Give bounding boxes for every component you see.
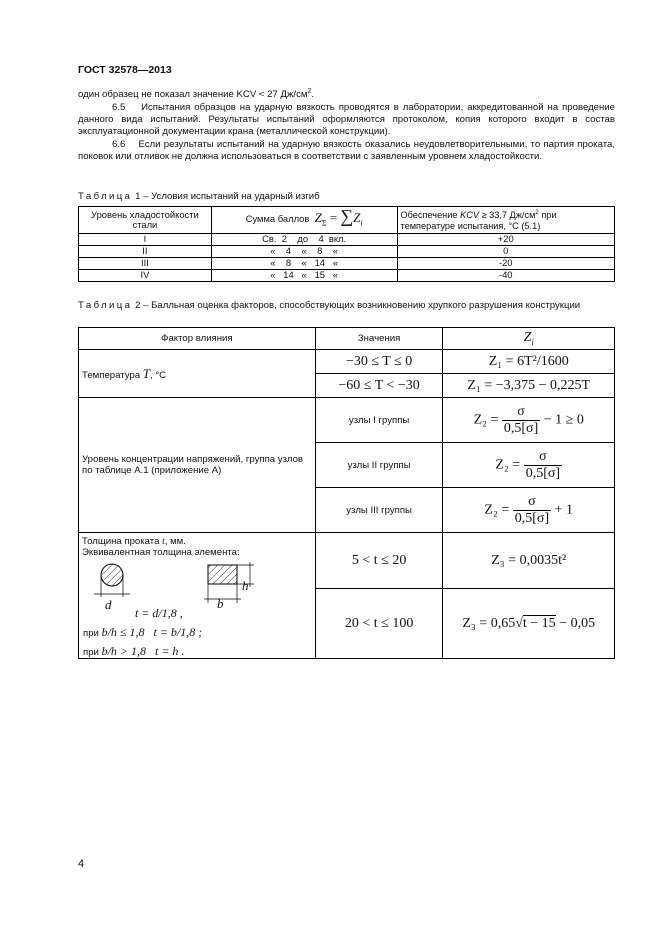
denominator: 0,5[σ] [525,465,561,481]
thickness-cell [79,533,316,659]
f-left: Z₂ = [473,412,499,428]
table-row [79,270,615,282]
table1-head-sum [211,207,397,234]
label-d: d [105,597,112,612]
table2-caption [78,300,615,312]
numerator: σ [502,404,540,421]
row-sum: Св. 2 до 4 вкл. [211,234,397,246]
numerator: σ [524,449,562,466]
table2-head-factor: Фактор влияния [79,328,316,350]
paragraph-6-6 [78,139,615,164]
numerator: σ [513,494,551,511]
kcv-text-c: ≥ 33,7 Дж/см [481,210,536,221]
table-row [79,234,615,246]
kcv-sup: 2 [535,210,539,217]
row-temp: +20 [397,234,615,246]
thickness-line2: Эквивалентная толщина элемента: [82,547,240,558]
body-text [78,86,615,164]
z-symbol: Z [314,209,322,225]
f-right: + 1 [554,502,574,518]
intro-line [78,86,615,102]
group-label: узлы III группы [315,488,443,533]
intro-text: один образец не показал значение KCV < 27 Дж/см [78,89,308,101]
temp-unit: , °С [150,369,167,381]
fraction [502,404,540,437]
sqrt-sign: √ [515,615,523,631]
row-level: I [79,234,212,246]
paragraph-text: Если результаты испытаний на ударную вязкость оказались неудовлетворительными, то партия проката, поковок или отливок не должна использоваться в соответствии с заявленным уровнем хладостойкости. [78,138,615,163]
temp-formula: Z₁ = 6T²/1600 [443,350,615,374]
row-temp: -40 [397,270,615,282]
thickness-range: 20 < t ≤ 100 [315,589,443,659]
stress-label: Уровень концентрации напряжений, группа узлов по таблице А.1 (приложение А) [79,398,316,533]
fraction [524,449,562,482]
radicand: t − 15 [522,615,556,631]
intro-sup: 2 [307,88,312,95]
table2-header-row [79,328,615,350]
temp-formula: Z₁ = −3,375 − 0,225T [443,374,615,398]
sum-label: Сумма баллов [245,212,310,224]
kcv-text-e: температуре испытания, °С (5.1) [400,221,541,232]
table1-head-kcv [397,207,615,234]
fraction [513,494,551,527]
temperature-label [79,350,316,398]
cond-formula: b/h ≤ 1,8 t = b/1,8 ; [101,625,203,639]
kcv-text-d: при [541,210,557,221]
temp-var: T [142,365,151,381]
paragraph-number: 6.5 [112,101,126,113]
f-left: Z₂ = [495,457,521,473]
round-bar-icon [94,564,130,597]
table-row [79,533,615,589]
temp-range: −30 ≤ T ≤ 0 [315,350,443,374]
page-number: 4 [78,858,85,870]
thickness-formula: Z₃ = 0,0035t² [443,533,615,589]
table-row [79,398,615,443]
table2-head-z [443,328,615,350]
z-sub: i [531,336,534,347]
label-b: b [217,596,224,611]
equivalent-round: t = d/1,8 , [135,606,183,620]
stress-formula [443,443,615,488]
row-sum: « 4 « 8 « [211,246,397,258]
cond-pre: при [83,628,99,639]
row-level: II [79,246,212,258]
table2-head-values: Значения [315,328,443,350]
temp-range: −60 ≤ T < −30 [315,374,443,398]
formula-b: − 0,05 [559,615,596,631]
table2 [78,327,615,659]
group-label: узлы I группы [315,398,443,443]
caption-word: Таблица [78,191,133,202]
thickness-var: t [162,536,165,547]
temp-text: Температура [82,369,141,381]
row-temp: -20 [397,258,615,270]
thickness-text: Толщина проката [82,536,160,547]
document-header: ГОСТ 32578—2013 [78,64,172,76]
row-level: III [79,258,212,270]
table-row [79,350,615,374]
cond-pre: при [83,647,99,658]
thickness-range: 5 < t ≤ 20 [315,533,443,589]
f-right: − 1 ≥ 0 [543,412,584,428]
caption-text: 2 – Балльная оценка факторов, способствующих возникновению хрупкого разрушения конструкции [132,300,581,311]
kcv-symbol: KCV [460,210,479,221]
paragraph-text: Испытания образцов на ударную вязкость проводятся в лаборатории, аккредитованной на проведение данного вида испытаний. Результаты испытаний оформляются протоколом, копия которого входит в состав эксплуатационной документации крана (металлической конструкции). [78,101,615,138]
condition-1 [83,625,202,640]
denominator: 0,5[σ] [514,510,550,526]
group-label: узлы II группы [315,443,443,488]
paragraph-number: 6.6 [112,138,126,150]
table-row [79,246,615,258]
table-row [79,258,615,270]
sum-formula: $Z_\Sigma = \sum Z_i$ [314,205,363,228]
table1-caption [78,191,615,203]
label-h: h [242,578,249,593]
intro-end: . [311,89,315,101]
thickness-formula [443,589,615,659]
f-left: Z₂ = [484,502,510,518]
row-level: IV [79,270,212,282]
paragraph-6-5 [78,102,615,139]
caption-word: Таблица [78,300,133,311]
kcv-text-a: Обеспечение [400,210,458,221]
z-symbol: Z [523,330,532,346]
cond-formula: b/h > 1,8 t = h . [101,644,185,658]
row-temp: 0 [397,246,615,258]
thickness-line1 [82,536,312,547]
row-sum: « 14 « 15 « [211,270,397,282]
denominator: 0,5[σ] [503,420,539,436]
formula-a: Z₃ = 0,65 [462,615,516,631]
condition-2 [83,644,184,659]
table1-header-row [79,207,615,234]
row-sum: « 8 « 14 « [211,258,397,270]
stress-formula [443,398,615,443]
table1-head-level: Уровень хладостойкости стали [79,207,212,234]
caption-text: 1 – Условия испытаний на ударный изгиб [132,191,320,202]
stress-formula [443,488,615,533]
thickness-end: , мм. [164,536,186,547]
table1 [78,206,615,282]
